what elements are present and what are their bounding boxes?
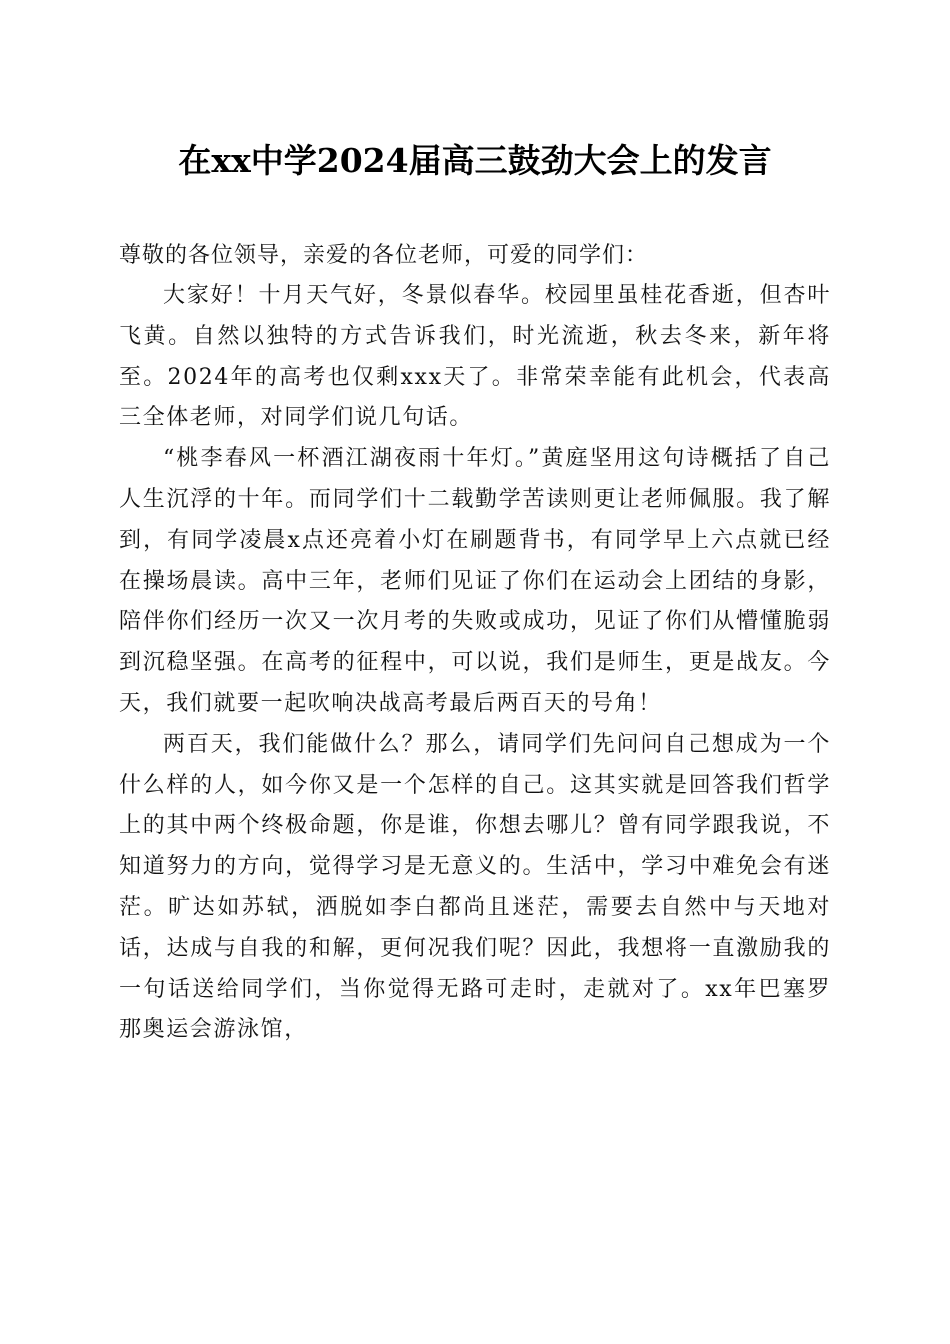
document-body — [119, 236, 831, 1051]
paragraph-greeting: 大家好！十月天气好，冬景似春华。校园里虽桂花香逝，但杏叶飞黄。自然以独特的方式告诉我们，时光流逝，秋去冬来，新年将至。2024年的高考也仅剩xxx天了。非常荣幸能有此机会，代表高三全体老师，对同学们说几句话。 — [119, 283, 831, 431]
salutation: 尊敬的各位领导，亲爱的各位老师，可爱的同学们： — [119, 243, 649, 268]
document-title: 在xx中学2024届高三鼓劲大会上的发言 — [178, 141, 772, 180]
paragraph-two-hundred-days: 两百天，我们能做什么？那么，请同学们先问问自己想成为一个什么样的人，如今你又是一个怎样的自己。这其实就是回答我们哲学上的其中两个终极命题，你是谁，你想去哪儿？曾有同学跟我说，不知道努力的方向，觉得学习是无意义的。生活中，学习中难免会有迷茫。旷达如苏轼，洒脱如李白都尚且迷茫，需要去自然中与天地对话，达成与自我的和解，更何况我们呢？因此，我想将一直激励我的一句话送给同学们，当你觉得无路可走时，走就对了。xx年巴塞罗那奥运会游泳馆， — [119, 731, 831, 1043]
paragraph-poem: “桃李春风一杯酒江湖夜雨十年灯。”黄庭坚用这句诗概括了自己人生沉浮的十年。而同学们十二载勤学苦读则更让老师佩服。我了解到，有同学凌晨x点还亮着小灯在刷题背书，有同学早上六点就已经在操场晨读。高中三年，老师们见证了你们在运动会上团结的身影，陪伴你们经历一次又一次月考的失败或成功，见证了你们从懵懂脆弱到沉稳坚强。在高考的征程中，可以说，我们是师生，更是战友。今天，我们就要一起吹响决战高考最后两百天的号角！ — [119, 446, 831, 716]
